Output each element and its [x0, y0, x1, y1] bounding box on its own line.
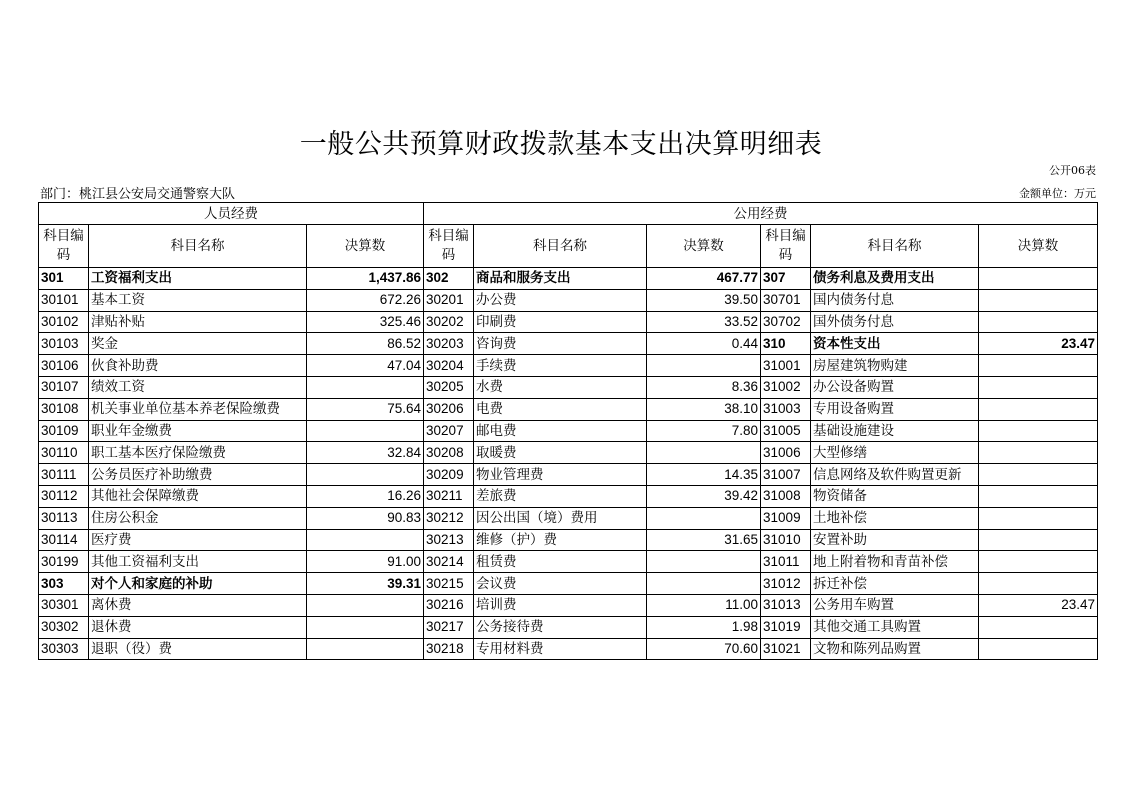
- name-cell: 资本性支出: [811, 333, 979, 355]
- name-cell: 住房公积金: [89, 507, 307, 529]
- amount-cell: [979, 551, 1098, 573]
- amount-cell: [979, 464, 1098, 486]
- name-cell: 津贴补贴: [89, 311, 307, 333]
- name-cell: 手续费: [474, 355, 647, 377]
- name-cell: 奖金: [89, 333, 307, 355]
- amount-cell: 86.52: [307, 333, 424, 355]
- amount-cell: 16.26: [307, 485, 424, 507]
- table-row: [39, 464, 1098, 486]
- name-cell: 邮电费: [474, 420, 647, 442]
- name-cell: 因公出国（境）费用: [474, 507, 647, 529]
- name-cell: 会议费: [474, 573, 647, 595]
- code-cell: 30212: [424, 507, 474, 529]
- amount-cell: [979, 616, 1098, 638]
- name-cell: 房屋建筑物购建: [811, 355, 979, 377]
- col-amount-1: 决算数: [307, 225, 424, 268]
- name-cell: 商品和服务支出: [474, 268, 647, 290]
- amount-cell: [979, 442, 1098, 464]
- name-cell: 伙食补助费: [89, 355, 307, 377]
- name-cell: 咨询费: [474, 333, 647, 355]
- amount-cell: [307, 616, 424, 638]
- amount-cell: 23.47: [979, 594, 1098, 616]
- table-row: [39, 485, 1098, 507]
- group-personnel: 人员经费: [39, 203, 424, 225]
- group-public: 公用经费: [424, 203, 1098, 225]
- col-name-3: 科目名称: [811, 225, 979, 268]
- code-cell: 31012: [761, 573, 811, 595]
- code-cell: 30207: [424, 420, 474, 442]
- code-cell: 303: [39, 573, 89, 595]
- amount-cell: 672.26: [307, 289, 424, 311]
- code-cell: 30211: [424, 485, 474, 507]
- code-cell: 30106: [39, 355, 89, 377]
- col-amount-3: 决算数: [979, 225, 1098, 268]
- code-cell: 30215: [424, 573, 474, 595]
- code-cell: 307: [761, 268, 811, 290]
- name-cell: 债务利息及费用支出: [811, 268, 979, 290]
- amount-cell: 47.04: [307, 355, 424, 377]
- code-cell: 30301: [39, 594, 89, 616]
- amount-cell: 33.52: [647, 311, 761, 333]
- page-title: 一般公共预算财政拨款基本支出决算明细表: [299, 129, 823, 160]
- col-name-1: 科目名称: [89, 225, 307, 268]
- table-row: [39, 289, 1098, 311]
- name-cell: 地上附着物和青苗补偿: [811, 551, 979, 573]
- code-cell: 30702: [761, 311, 811, 333]
- amount-cell: 32.84: [307, 442, 424, 464]
- col-code-1: 科目编码: [39, 225, 89, 268]
- amount-cell: 8.36: [647, 376, 761, 398]
- amount-cell: [307, 594, 424, 616]
- name-cell: 国内债务付息: [811, 289, 979, 311]
- name-cell: 公务用车购置: [811, 594, 979, 616]
- name-cell: 专用设备购置: [811, 398, 979, 420]
- table-row: [39, 616, 1098, 638]
- name-cell: 电费: [474, 398, 647, 420]
- name-cell: 退职（役）费: [89, 638, 307, 660]
- code-cell: 30111: [39, 464, 89, 486]
- unit-label: 金额单位：万元: [1019, 187, 1096, 200]
- code-cell: 31009: [761, 507, 811, 529]
- code-cell: 30203: [424, 333, 474, 355]
- table-row: [39, 442, 1098, 464]
- name-cell: 物业管理费: [474, 464, 647, 486]
- table-row: [39, 594, 1098, 616]
- amount-cell: 14.35: [647, 464, 761, 486]
- name-cell: 基本工资: [89, 289, 307, 311]
- name-cell: 安置补助: [811, 529, 979, 551]
- code-cell: 31019: [761, 616, 811, 638]
- code-cell: 31021: [761, 638, 811, 660]
- code-cell: 30205: [424, 376, 474, 398]
- col-name-2: 科目名称: [474, 225, 647, 268]
- amount-cell: 1.98: [647, 616, 761, 638]
- amount-cell: 38.10: [647, 398, 761, 420]
- code-cell: 301: [39, 268, 89, 290]
- code-cell: 30701: [761, 289, 811, 311]
- name-cell: 绩效工资: [89, 376, 307, 398]
- name-cell: 租赁费: [474, 551, 647, 573]
- table-row: [39, 551, 1098, 573]
- name-cell: 物资储备: [811, 485, 979, 507]
- form-number: 公开06表: [1049, 164, 1096, 177]
- code-cell: 30201: [424, 289, 474, 311]
- code-cell: 302: [424, 268, 474, 290]
- name-cell: 维修（护）费: [474, 529, 647, 551]
- code-cell: 30110: [39, 442, 89, 464]
- code-cell: 31007: [761, 464, 811, 486]
- name-cell: 培训费: [474, 594, 647, 616]
- amount-cell: 1,437.86: [307, 268, 424, 290]
- name-cell: 公务接待费: [474, 616, 647, 638]
- name-cell: 专用材料费: [474, 638, 647, 660]
- amount-cell: [979, 311, 1098, 333]
- name-cell: 其他社会保障缴费: [89, 485, 307, 507]
- amount-cell: 467.77: [647, 268, 761, 290]
- name-cell: 取暖费: [474, 442, 647, 464]
- code-cell: 30109: [39, 420, 89, 442]
- col-code-2: 科目编码: [424, 225, 474, 268]
- amount-cell: [979, 376, 1098, 398]
- col-code-3: 科目编码: [761, 225, 811, 268]
- code-cell: 31006: [761, 442, 811, 464]
- name-cell: 其他工资福利支出: [89, 551, 307, 573]
- name-cell: 医疗费: [89, 529, 307, 551]
- name-cell: 拆迁补偿: [811, 573, 979, 595]
- code-cell: 30216: [424, 594, 474, 616]
- code-cell: 30214: [424, 551, 474, 573]
- amount-cell: [979, 289, 1098, 311]
- name-cell: 其他交通工具购置: [811, 616, 979, 638]
- name-cell: 工资福利支出: [89, 268, 307, 290]
- name-cell: 离休费: [89, 594, 307, 616]
- amount-cell: [979, 573, 1098, 595]
- amount-cell: 325.46: [307, 311, 424, 333]
- amount-cell: [979, 355, 1098, 377]
- amount-cell: 11.00: [647, 594, 761, 616]
- amount-cell: [647, 355, 761, 377]
- code-cell: 30103: [39, 333, 89, 355]
- name-cell: 公务员医疗补助缴费: [89, 464, 307, 486]
- department-label: 部门：桃江县公安局交通警察大队: [40, 187, 236, 202]
- table-row: [39, 376, 1098, 398]
- amount-cell: 7.80: [647, 420, 761, 442]
- table-row: [39, 573, 1098, 595]
- table-row: [39, 268, 1098, 290]
- amount-cell: [979, 268, 1098, 290]
- name-cell: 机关事业单位基本养老保险缴费: [89, 398, 307, 420]
- name-cell: 对个人和家庭的补助: [89, 573, 307, 595]
- amount-cell: [979, 398, 1098, 420]
- name-cell: 印刷费: [474, 311, 647, 333]
- amount-cell: 90.83: [307, 507, 424, 529]
- amount-cell: [979, 485, 1098, 507]
- name-cell: 办公费: [474, 289, 647, 311]
- code-cell: 30204: [424, 355, 474, 377]
- code-cell: 30112: [39, 485, 89, 507]
- amount-cell: [647, 551, 761, 573]
- expenditure-table: [38, 202, 1098, 660]
- code-cell: 30213: [424, 529, 474, 551]
- code-cell: 30209: [424, 464, 474, 486]
- amount-cell: 31.65: [647, 529, 761, 551]
- name-cell: 国外债务付息: [811, 311, 979, 333]
- code-cell: 31001: [761, 355, 811, 377]
- column-header-row: [39, 225, 1098, 268]
- code-cell: 31002: [761, 376, 811, 398]
- code-cell: 31005: [761, 420, 811, 442]
- amount-cell: 39.50: [647, 289, 761, 311]
- table-row: [39, 507, 1098, 529]
- code-cell: 30107: [39, 376, 89, 398]
- name-cell: 大型修缮: [811, 442, 979, 464]
- col-amount-2: 决算数: [647, 225, 761, 268]
- table-row: [39, 333, 1098, 355]
- name-cell: 差旅费: [474, 485, 647, 507]
- group-header-row: [39, 203, 1098, 225]
- code-cell: 30113: [39, 507, 89, 529]
- name-cell: 文物和陈列品购置: [811, 638, 979, 660]
- name-cell: 职工基本医疗保险缴费: [89, 442, 307, 464]
- name-cell: 退休费: [89, 616, 307, 638]
- amount-cell: [979, 507, 1098, 529]
- amount-cell: [647, 507, 761, 529]
- code-cell: 31010: [761, 529, 811, 551]
- code-cell: 31013: [761, 594, 811, 616]
- code-cell: 30114: [39, 529, 89, 551]
- code-cell: 30102: [39, 311, 89, 333]
- amount-cell: [307, 529, 424, 551]
- code-cell: 310: [761, 333, 811, 355]
- code-cell: 30101: [39, 289, 89, 311]
- name-cell: 信息网络及软件购置更新: [811, 464, 979, 486]
- name-cell: 职业年金缴费: [89, 420, 307, 442]
- table-row: [39, 529, 1098, 551]
- amount-cell: [979, 420, 1098, 442]
- code-cell: 31008: [761, 485, 811, 507]
- code-cell: 31011: [761, 551, 811, 573]
- code-cell: 30218: [424, 638, 474, 660]
- amount-cell: 0.44: [647, 333, 761, 355]
- table-row: [39, 311, 1098, 333]
- table-row: [39, 398, 1098, 420]
- amount-cell: 91.00: [307, 551, 424, 573]
- name-cell: 基础设施建设: [811, 420, 979, 442]
- table-row: [39, 638, 1098, 660]
- code-cell: 30199: [39, 551, 89, 573]
- code-cell: 30303: [39, 638, 89, 660]
- amount-cell: [979, 529, 1098, 551]
- amount-cell: [307, 464, 424, 486]
- amount-cell: 75.64: [307, 398, 424, 420]
- amount-cell: [647, 573, 761, 595]
- name-cell: 土地补偿: [811, 507, 979, 529]
- code-cell: 30217: [424, 616, 474, 638]
- amount-cell: 70.60: [647, 638, 761, 660]
- amount-cell: [307, 420, 424, 442]
- code-cell: 31003: [761, 398, 811, 420]
- amount-cell: 39.31: [307, 573, 424, 595]
- table-row: [39, 355, 1098, 377]
- code-cell: 30108: [39, 398, 89, 420]
- amount-cell: [307, 376, 424, 398]
- amount-cell: [307, 638, 424, 660]
- amount-cell: 23.47: [979, 333, 1098, 355]
- amount-cell: [647, 442, 761, 464]
- code-cell: 30302: [39, 616, 89, 638]
- code-cell: 30208: [424, 442, 474, 464]
- amount-cell: [979, 638, 1098, 660]
- code-cell: 30206: [424, 398, 474, 420]
- code-cell: 30202: [424, 311, 474, 333]
- name-cell: 水费: [474, 376, 647, 398]
- name-cell: 办公设备购置: [811, 376, 979, 398]
- table-row: [39, 420, 1098, 442]
- amount-cell: 39.42: [647, 485, 761, 507]
